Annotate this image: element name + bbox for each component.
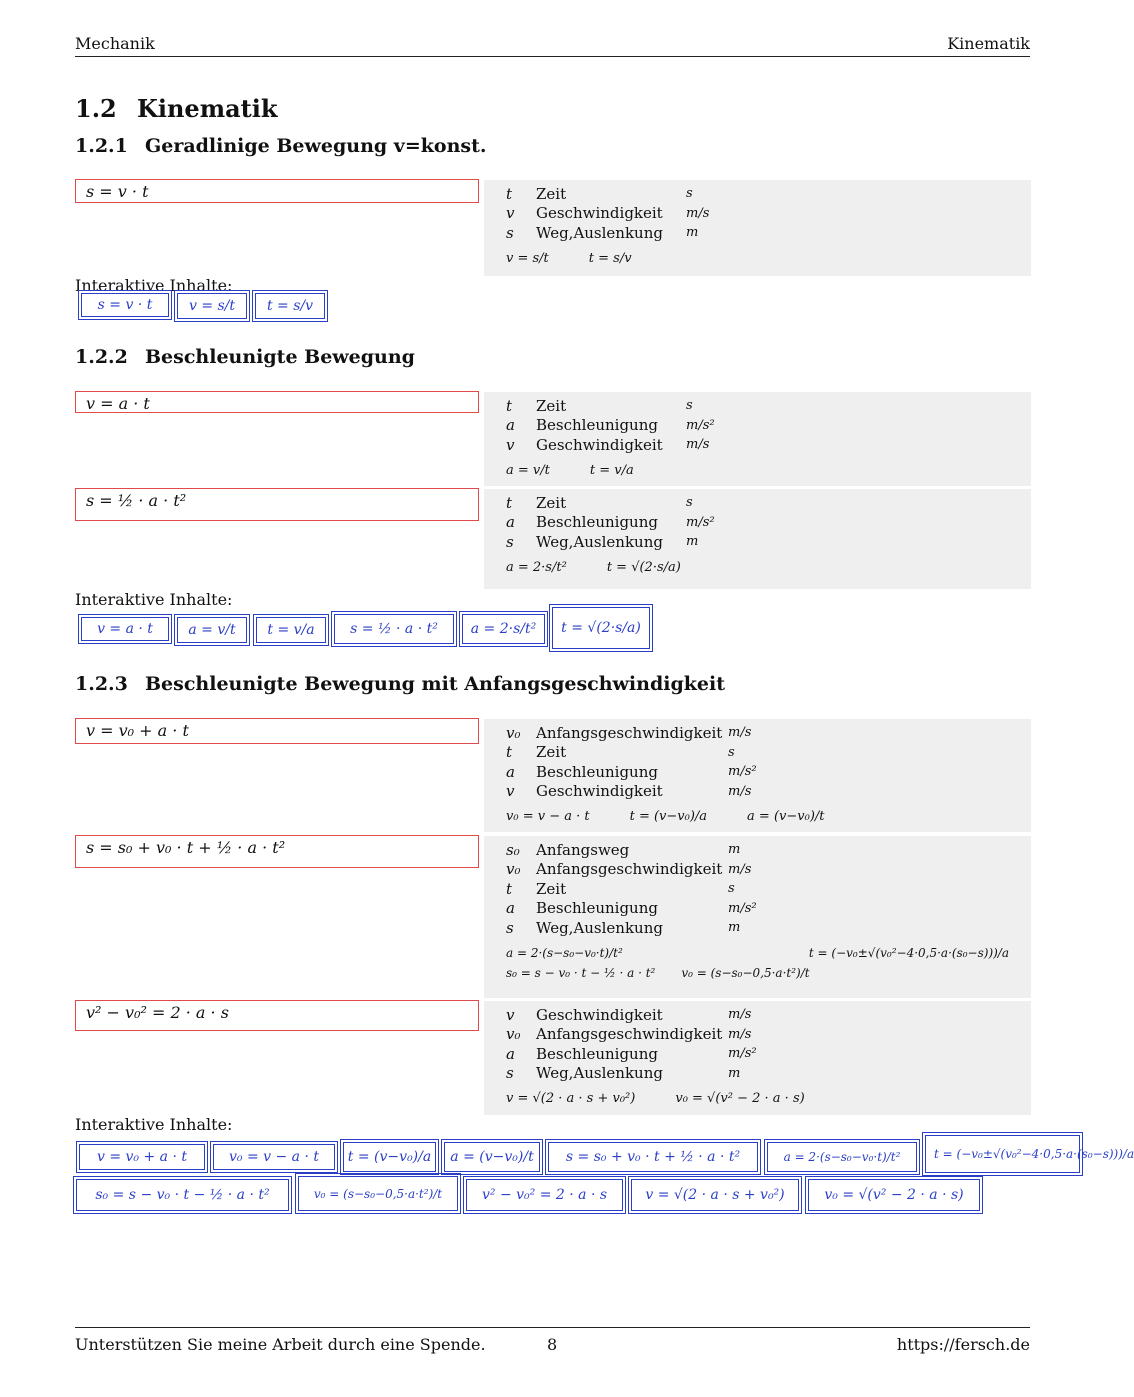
interactive-link[interactable]: v = √(2 · a · s + v₀²): [631, 1179, 799, 1211]
legend-row: v Geschwindigkeit m/s: [506, 435, 710, 454]
interactive-link[interactable]: a = (v−v₀)/t: [444, 1142, 540, 1172]
variable-legend: [484, 180, 1031, 276]
footer-rule: [75, 1327, 1030, 1328]
variable-legend: [484, 392, 1031, 486]
interactive-link[interactable]: t = v/a: [256, 617, 326, 643]
legend-row: t Zeit s: [506, 493, 693, 512]
interactive-link[interactable]: a = 2·s/t²: [462, 614, 545, 644]
subsection-1-2-2-title: [75, 346, 415, 368]
interactive-link[interactable]: t = √(2·s/a): [552, 607, 650, 649]
interactive-label: Interaktive Inhalte:: [75, 1115, 233, 1134]
interactive-link[interactable]: a = v/t: [177, 617, 247, 643]
interactive-link[interactable]: s = s₀ + v₀ · t + ½ · a · t²: [548, 1142, 758, 1172]
rearranged-formulas: v = s/t t = s/v: [506, 250, 632, 266]
rearranged-formulas: v = √(2 · a · s + v₀²) v₀ = √(v² − 2 · a · s): [506, 1091, 805, 1106]
legend-row: v₀ Anfangsgeschwindigkeit m/s: [506, 1025, 752, 1044]
interactive-link[interactable]: s₀ = s − v₀ · t − ½ · a · t²: [76, 1179, 289, 1211]
rearranged-formulas: a = 2·(s−s₀−v₀·t)/t² t = (−v₀±√(v₀²−4·0,5·a·(s₀−s)))/a: [506, 945, 1009, 960]
formula-box: s = v · t: [75, 179, 479, 203]
header-right: Kinematik: [947, 34, 1030, 53]
subsection-name: Beschleunigte Bewegung: [145, 346, 415, 368]
subsection-1-2-3-title: [75, 673, 725, 695]
variable-legend: [484, 1001, 1031, 1115]
legend-row: t Zeit s: [506, 743, 735, 762]
subsection-1-2-1-title: [75, 135, 486, 157]
section-name: Kinematik: [137, 94, 278, 123]
interactive-link[interactable]: v = s/t: [177, 293, 247, 319]
section-title: [75, 94, 277, 123]
legend-row: v Geschwindigkeit m/s: [506, 1005, 752, 1024]
rearranged-formulas: v₀ = v − a · t t = (v−v₀)/a a = (v−v₀)/t: [506, 809, 825, 824]
interactive-link[interactable]: s = ½ · a · t²: [334, 614, 454, 644]
rearranged-formulas: a = v/t t = v/a: [506, 462, 634, 478]
interactive-label: Interaktive Inhalte:: [75, 590, 233, 609]
legend-row: a Beschleunigung m/s²: [506, 416, 715, 435]
subsection-number: 1.2.1: [75, 135, 128, 157]
legend-row: t Zeit s: [506, 879, 735, 898]
interactive-link[interactable]: t = (−v₀±√(v₀²−4·0,5·a·(s₀−s)))/a: [925, 1135, 1080, 1173]
section-number: 1.2: [75, 94, 117, 123]
interactive-link[interactable]: v₀ = √(v² − 2 · a · s): [808, 1179, 980, 1211]
rearranged-formulas: a = 2·s/t² t = √(2·s/a): [506, 559, 681, 575]
interactive-label: Interaktive Inhalte:: [75, 276, 233, 295]
formula-box: s = s₀ + v₀ · t + ½ · a · t²: [75, 835, 479, 868]
interactive-link[interactable]: s = v · t: [81, 293, 169, 317]
header-left: Mechanik: [75, 34, 155, 53]
legend-row: t Zeit s: [506, 396, 693, 415]
formula-box: v² − v₀² = 2 · a · s: [75, 1000, 479, 1031]
rearranged-formulas: s₀ = s − v₀ · t − ½ · a · t² v₀ = (s−s₀−0,5·a·t²)/t: [506, 965, 810, 980]
legend-row: v Geschwindigkeit m/s: [506, 204, 710, 223]
interactive-link[interactable]: v₀ = v − a · t: [213, 1144, 335, 1170]
subsection-number: 1.2.3: [75, 673, 128, 695]
legend-row: a Beschleunigung m/s²: [506, 899, 757, 918]
variable-legend: [484, 719, 1031, 832]
interactive-link[interactable]: v₀ = (s−s₀−0,5·a·t²)/t: [298, 1176, 458, 1211]
donation-link[interactable]: Unterstützen Sie meine Arbeit durch eine Spende.: [75, 1335, 486, 1354]
subsection-name: Beschleunigte Bewegung mit Anfangsgeschwindigkeit: [145, 673, 725, 695]
legend-row: s Weg,Auslenkung m: [506, 532, 699, 551]
formula-box: v = a · t: [75, 391, 479, 413]
legend-row: t Zeit s: [506, 184, 693, 203]
legend-row: s₀ Anfangsweg m: [506, 840, 741, 859]
variable-legend: [484, 836, 1031, 998]
legend-row: v Geschwindigkeit m/s: [506, 782, 752, 801]
interactive-link[interactable]: v = v₀ + a · t: [79, 1144, 205, 1170]
formula-box: v = v₀ + a · t: [75, 718, 479, 744]
header-rule: [75, 56, 1030, 57]
interactive-link[interactable]: v = a · t: [81, 617, 169, 641]
website-link[interactable]: https://fersch.de: [896, 1335, 1030, 1354]
interactive-link[interactable]: v² − v₀² = 2 · a · s: [466, 1179, 623, 1211]
legend-row: s Weg,Auslenkung m: [506, 1064, 741, 1083]
subsection-name: Geradlinige Bewegung v=konst.: [145, 135, 487, 157]
legend-row: s Weg,Auslenkung m: [506, 223, 699, 242]
legend-row: v₀ Anfangsgeschwindigkeit m/s: [506, 860, 752, 879]
legend-row: a Beschleunigung m/s²: [506, 762, 757, 781]
legend-row: a Beschleunigung m/s²: [506, 513, 715, 532]
variable-legend: [484, 489, 1031, 589]
legend-row: s Weg,Auslenkung m: [506, 918, 741, 937]
interactive-link[interactable]: a = 2·(s−s₀−v₀·t)/t²: [767, 1142, 917, 1172]
interactive-link[interactable]: t = (v−v₀)/a: [343, 1142, 436, 1172]
formula-box: s = ½ · a · t²: [75, 488, 479, 521]
page-number: 8: [547, 1335, 558, 1354]
legend-row: v₀ Anfangsgeschwindigkeit m/s: [506, 723, 752, 742]
subsection-number: 1.2.2: [75, 346, 128, 368]
interactive-link[interactable]: t = s/v: [255, 293, 325, 319]
legend-row: a Beschleunigung m/s²: [506, 1044, 757, 1063]
